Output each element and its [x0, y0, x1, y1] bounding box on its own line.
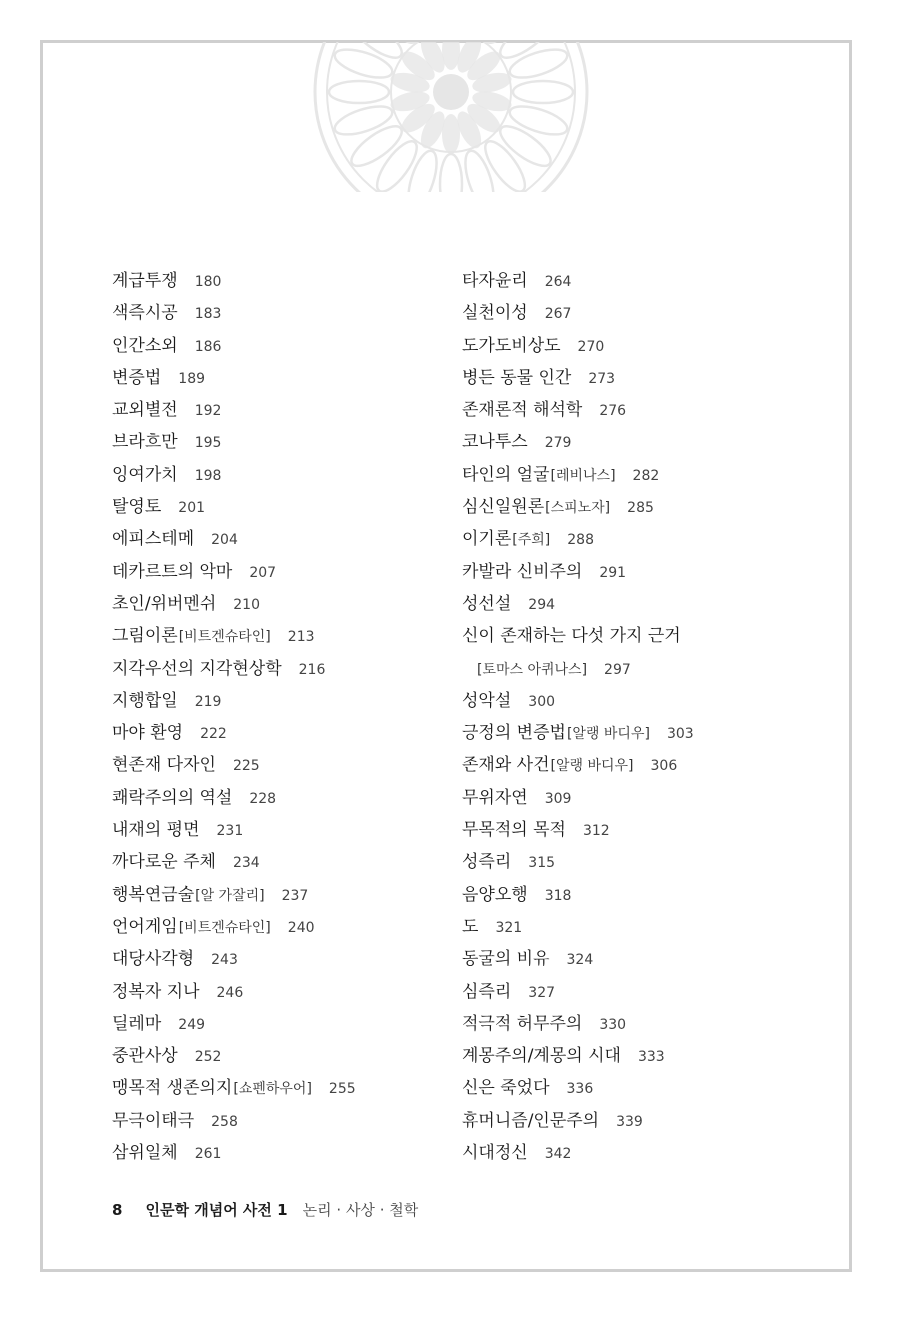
toc-entry-page: 246: [216, 984, 244, 1001]
toc-entry: [462, 749, 694, 781]
toc-entry: [112, 426, 356, 458]
toc-entry: [112, 782, 356, 814]
toc-entry-term: 시대정신: [462, 1143, 528, 1164]
toc-entry-page: 276: [599, 403, 627, 420]
page-footer: [112, 1196, 418, 1224]
toc-entry-page: 255: [328, 1081, 356, 1098]
toc-left-column: [112, 265, 356, 1169]
toc-entry-page: 201: [178, 500, 206, 517]
toc-right-column: [462, 265, 694, 1169]
toc-entry: [462, 1072, 694, 1104]
toc-entry: [462, 976, 694, 1008]
toc-entry: [462, 911, 694, 943]
toc-entry: [112, 943, 356, 975]
toc-entry-term: 행복연금술: [112, 884, 195, 905]
toc-entry: [112, 1072, 356, 1104]
toc-entry-term: 카발라 신비주의: [462, 561, 583, 582]
toc-entry-page: 315: [528, 855, 556, 872]
toc-entry-page: 291: [599, 564, 627, 581]
toc-entry-page: 213: [287, 629, 315, 646]
toc-entry-page: 336: [566, 1081, 594, 1098]
toc-entry: [462, 1008, 694, 1040]
toc-entry-page: 342: [544, 1146, 572, 1163]
toc-entry: [462, 1137, 694, 1169]
toc-entry-page: 264: [544, 274, 572, 290]
toc-entry-term: 긍정의 변증법: [462, 723, 566, 744]
toc-entry: [112, 491, 356, 523]
toc-entry-note: [스피노자]: [545, 500, 611, 517]
toc-entry: [462, 846, 694, 878]
toc-entry: [462, 330, 694, 362]
toc-entry: [112, 814, 356, 846]
toc-entry-page: 309: [544, 790, 572, 807]
toc-entry-note: [쇼펜하우어]: [233, 1081, 312, 1098]
toc-entry-page: 321: [495, 919, 523, 936]
toc-entry-page: 288: [567, 532, 594, 549]
toc-entry-term: 현존재 다자인: [112, 755, 216, 776]
toc-entry-term: 코나투스: [462, 432, 528, 453]
toc-entry: [462, 782, 694, 814]
toc-entry-term: 변증법: [112, 367, 162, 388]
toc-entry: [112, 653, 356, 685]
toc-entry: [112, 685, 356, 717]
toc-entry-page: 279: [544, 435, 572, 452]
toc-entry-note: [알랭 바디우]: [550, 758, 634, 775]
toc-entry-page: 240: [287, 919, 315, 936]
toc-entry: [462, 265, 694, 297]
toc-entry: [112, 1105, 356, 1137]
toc-entry: [112, 846, 356, 878]
footer-page-number: 8: [112, 1201, 123, 1219]
toc-entry-term: 동굴의 비유: [462, 949, 550, 970]
toc-entry-term: 데카르트의 악마: [112, 561, 233, 582]
toc-entry-page: 333: [637, 1049, 665, 1066]
toc-entry-term: 지각우선의 지각현상학: [112, 658, 282, 679]
toc-entry-note: [비트겐슈타인]: [178, 919, 271, 936]
toc-entry-term: 무극이태극: [112, 1110, 195, 1131]
toc-entry-page: 210: [233, 596, 260, 613]
toc-entry: [112, 1008, 356, 1040]
toc-entry-term: 실천이성: [462, 303, 528, 324]
toc-entry-page: 183: [194, 306, 222, 323]
toc-entry-term: 성선설: [462, 593, 512, 614]
toc-entry-term: 에피스테메: [112, 529, 195, 550]
toc-entry: [112, 459, 356, 491]
toc-entry-term: 휴머니즘/인문주의: [462, 1110, 600, 1131]
toc-entry-page: 294: [528, 596, 556, 613]
toc-entry-term: 도: [462, 916, 479, 937]
toc-entry-page: 180: [194, 274, 222, 290]
toc-entry: [462, 1040, 694, 1072]
toc-entry-term: 맹목적 생존의지: [112, 1078, 233, 1099]
toc-entry: [112, 394, 356, 426]
toc-entry-note: [토마스 아퀴나스]: [477, 661, 588, 678]
toc-entry-term: 지행합일: [112, 690, 178, 711]
toc-entry-term: 존재론적 해석학: [462, 400, 583, 421]
toc-entry: [112, 911, 356, 943]
toc-entry: [112, 1137, 356, 1169]
toc-entry: [112, 330, 356, 362]
toc-entry-page: 195: [194, 435, 222, 452]
toc-entry: [462, 297, 694, 329]
toc-entry-page: 273: [588, 370, 616, 387]
toc-entry: [112, 556, 356, 588]
toc-entry-note: [알 가잘리]: [195, 887, 265, 904]
toc-entry: [462, 491, 694, 523]
toc-entry-page: 339: [616, 1113, 643, 1130]
toc-entry-note: [주희]: [512, 532, 551, 549]
toc-entry-term: 마야 환영: [112, 723, 184, 744]
toc-entry-page: 303: [666, 726, 694, 743]
toc-entry: [112, 362, 356, 394]
toc-entry-term: 대당사각형: [112, 949, 195, 970]
toc-entry-page: 285: [627, 500, 654, 517]
toc-entry-page: 318: [544, 887, 572, 904]
toc-entry-term: 적극적 허무주의: [462, 1013, 583, 1034]
toc-entry-page: 243: [211, 952, 238, 969]
footer-book-title: 인문학 개념어 사전 1: [145, 1201, 288, 1219]
toc-entry-term: 딜레마: [112, 1013, 162, 1034]
toc-entry-term: 내재의 평면: [112, 820, 200, 841]
toc-entry: [112, 1040, 356, 1072]
toc-entry-page: 225: [232, 758, 260, 775]
toc-entry: [462, 556, 694, 588]
toc-entry: [462, 523, 694, 555]
toc-entry-term: 무목적의 목적: [462, 820, 566, 841]
toc-entry-page: 330: [599, 1016, 627, 1033]
toc-entry: [112, 265, 356, 297]
toc-entry-page: 219: [194, 693, 222, 710]
toc-entry-term: 심신일원론: [462, 497, 545, 518]
toc-entry: [462, 620, 694, 652]
toc-entry-term: 언어게임: [112, 916, 178, 937]
toc-entry: [462, 459, 694, 491]
toc-entry-term: 잉여가치: [112, 464, 178, 485]
toc-entry-term: 색즉시공: [112, 303, 178, 324]
toc-entry-page: 207: [249, 564, 277, 581]
mandala-ornament-icon: [308, 42, 594, 192]
toc-entry-term: 무위자연: [462, 787, 528, 808]
toc-entry-page: 249: [178, 1016, 206, 1033]
toc-entry: [112, 620, 356, 652]
toc-entry-page: 297: [604, 661, 631, 678]
toc-entry-term: 존재와 사건: [462, 755, 550, 776]
toc-entry-page: 327: [528, 984, 556, 1001]
toc-entry: [462, 814, 694, 846]
toc-entry-term: 계몽주의/계몽의 시대: [462, 1046, 621, 1067]
toc-entry: [462, 1105, 694, 1137]
toc-entry-page: 312: [582, 823, 610, 840]
toc-entry-page: 252: [194, 1049, 222, 1066]
toc-entry-term: 삼위일체: [112, 1143, 178, 1164]
toc-entry-term: 타인의 얼굴: [462, 464, 550, 485]
toc-entry-page: 189: [178, 370, 206, 387]
toc-entry: [462, 588, 694, 620]
toc-entry-page: 204: [211, 532, 238, 549]
toc-entry-page: 300: [528, 693, 556, 710]
toc-entry-page: 186: [194, 338, 222, 355]
toc-entry-note: [알랭 바디우]: [566, 726, 650, 743]
toc-entry-term: 성즉리: [462, 852, 512, 873]
toc-entry-page: 234: [232, 855, 260, 872]
toc-entry: [462, 717, 694, 749]
toc-entry-term: 교외별전: [112, 400, 178, 421]
toc-entry-term: 까다로운 주체: [112, 852, 216, 873]
toc-entry-note: [레비나스]: [550, 467, 616, 484]
toc-entry-term: 신은 죽었다: [462, 1078, 550, 1099]
toc-entry-page: 306: [650, 758, 678, 775]
toc-entry-page: 216: [298, 661, 326, 678]
toc-entry: [462, 394, 694, 426]
toc-entry-term: 심즉리: [462, 981, 512, 1002]
toc-entry-term: 성악설: [462, 690, 512, 711]
toc-entry-page: 237: [281, 887, 309, 904]
toc-entry-term: 이기론: [462, 529, 512, 550]
toc-entry-page: 192: [194, 403, 222, 420]
toc-entry-term: 중관사상: [112, 1046, 178, 1067]
toc-entry: [112, 879, 356, 911]
toc-entry: [112, 523, 356, 555]
toc-entry-term: 계급투쟁: [112, 271, 178, 291]
toc-entry-page: 231: [216, 823, 244, 840]
toc-entry: [112, 717, 356, 749]
toc-entry-term: 탈영토: [112, 497, 162, 518]
footer-subtitle: 논리 · 사상 · 철학: [302, 1201, 419, 1219]
toc-entry: [462, 879, 694, 911]
toc-entry-term: 인간소외: [112, 335, 178, 356]
toc-entry: [462, 943, 694, 975]
toc-entry: [462, 653, 694, 685]
toc-entry-page: 261: [194, 1146, 222, 1163]
toc-entry-page: 324: [566, 952, 594, 969]
toc-entry-page: 258: [211, 1113, 238, 1130]
toc-entry: [462, 685, 694, 717]
toc-entry-term: 병든 동물 인간: [462, 367, 572, 388]
toc-entry-term: 타자윤리: [462, 271, 528, 291]
toc-entry: [462, 426, 694, 458]
toc-entry-page: 267: [544, 306, 572, 323]
toc-entry-term: 음양오행: [462, 884, 528, 905]
toc-entry: [462, 362, 694, 394]
toc-entry-term: 정복자 지나: [112, 981, 200, 1002]
toc-entry-term: 브라흐만: [112, 432, 178, 453]
toc-entry-page: 198: [194, 467, 222, 484]
toc-entry-term: 도가도비상도: [462, 335, 561, 356]
toc-entry-term: 초인/위버멘쉬: [112, 593, 217, 614]
toc-entry-term: 쾌락주의의 역설: [112, 787, 233, 808]
toc-entry: [112, 976, 356, 1008]
toc-entry-term: 신이 존재하는 다섯 가지 근거: [462, 626, 681, 647]
toc-entry-note: [비트겐슈타인]: [178, 629, 271, 646]
toc-entry-page: 282: [632, 467, 660, 484]
toc-entry-term: 그림이론: [112, 626, 178, 647]
toc-entry-page: 228: [249, 790, 277, 807]
toc-entry-page: 222: [200, 726, 227, 743]
toc-entry: [112, 749, 356, 781]
toc-entry: [112, 297, 356, 329]
toc-entry-page: 270: [577, 338, 605, 355]
toc-entry: [112, 588, 356, 620]
